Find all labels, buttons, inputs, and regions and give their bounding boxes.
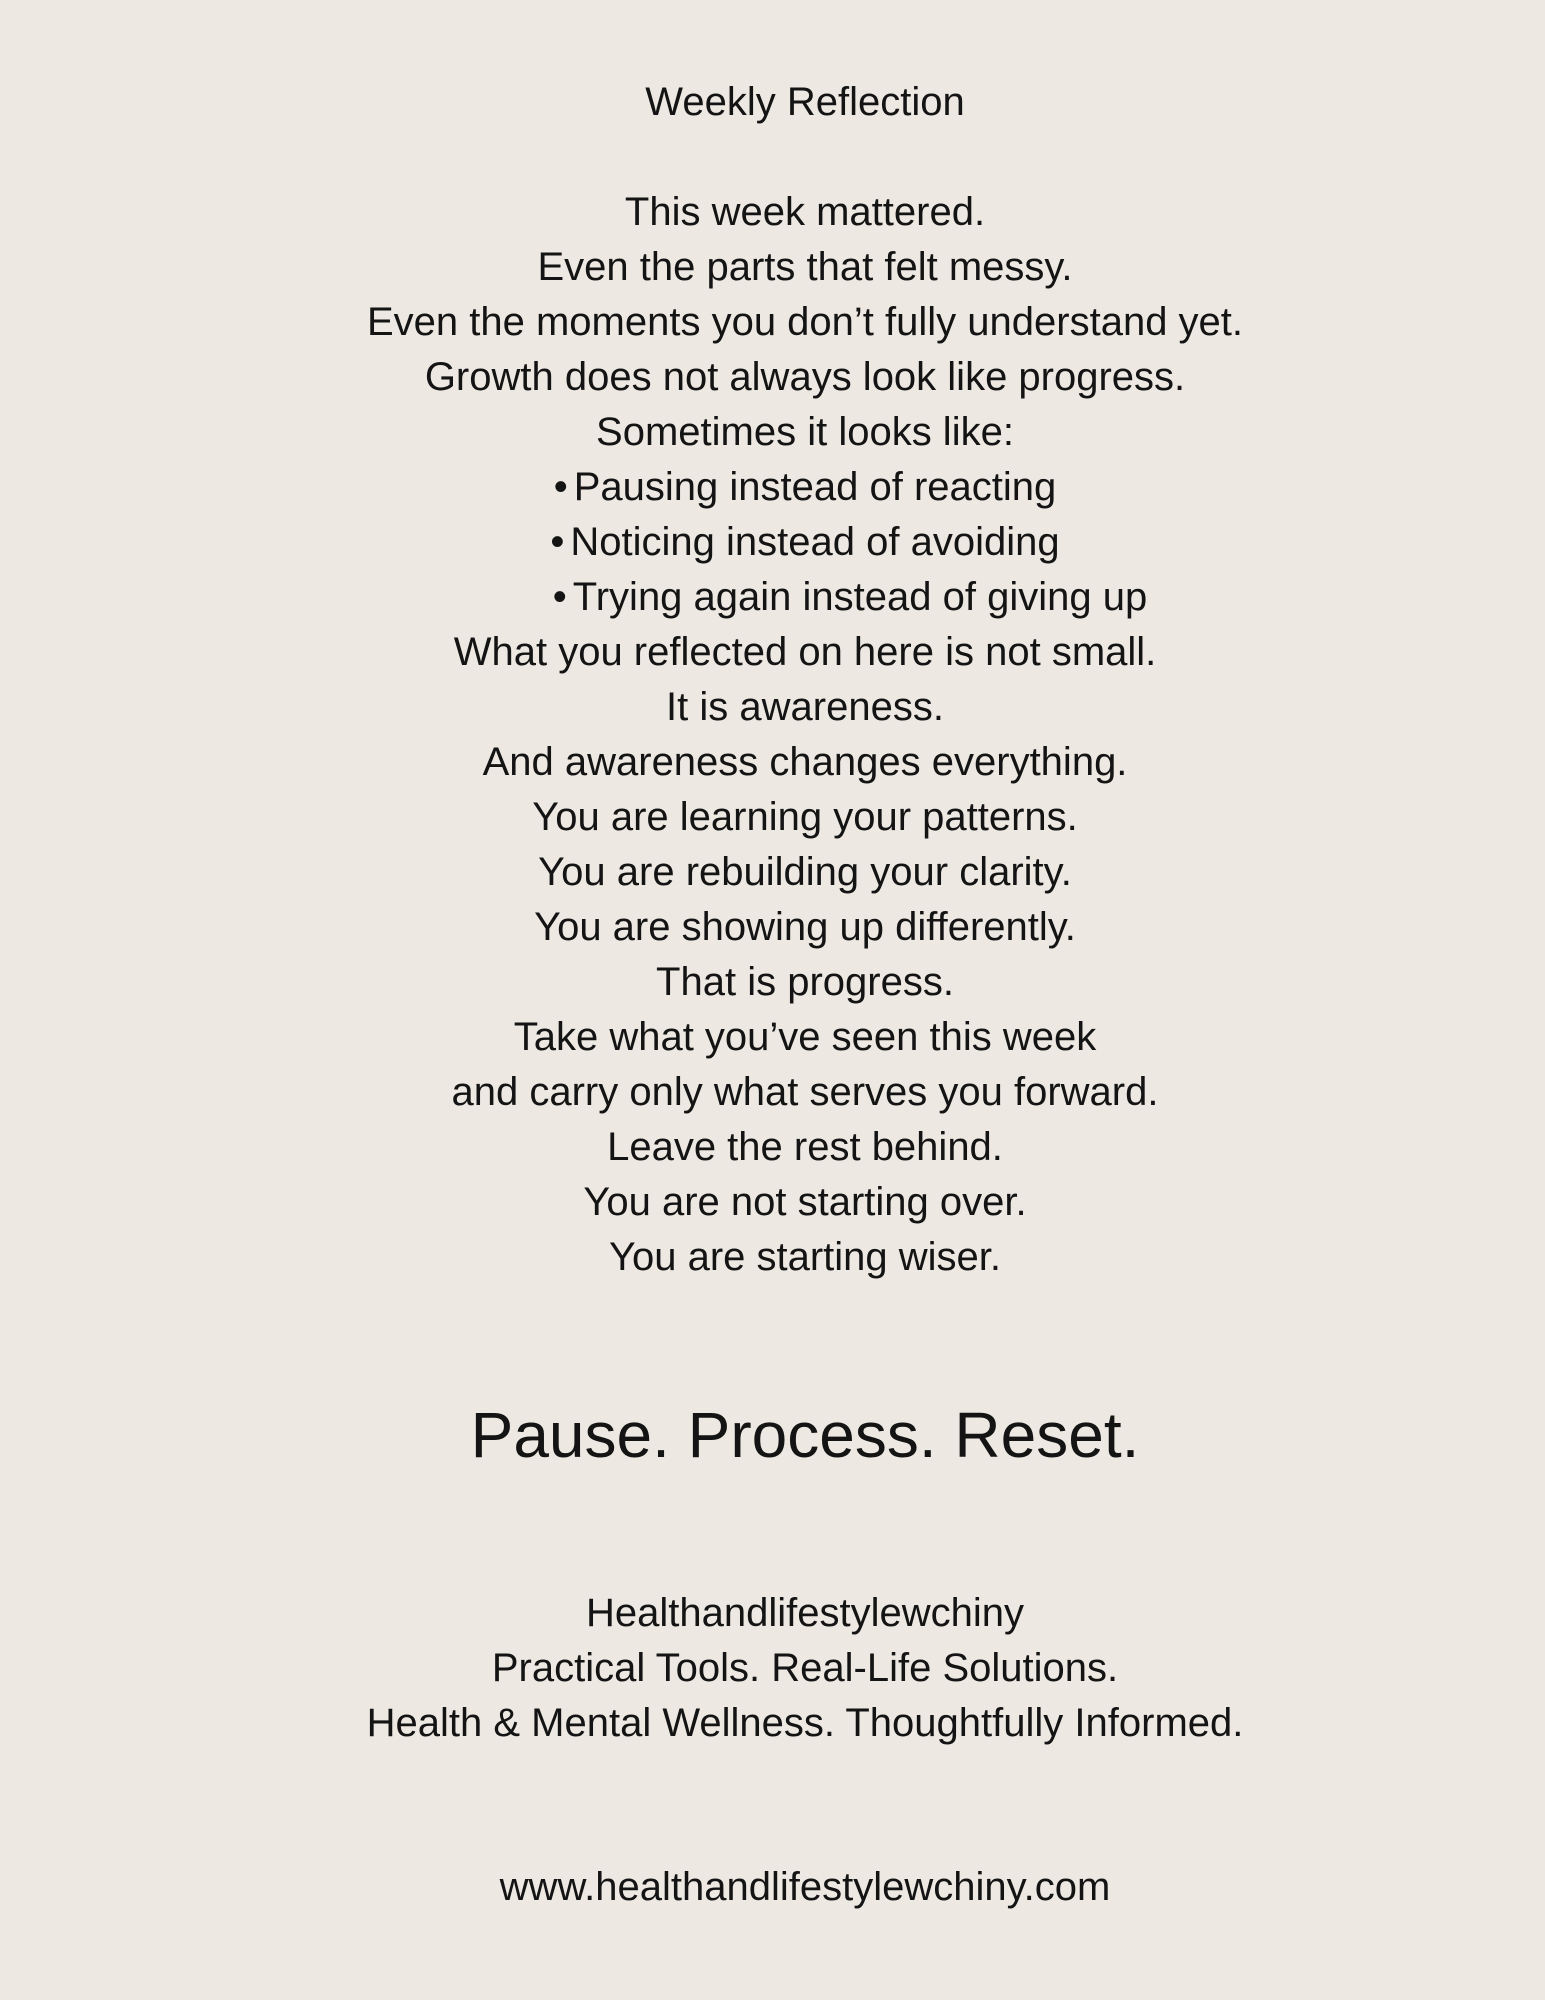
brand-slogan: Practical Tools. Real-Life Solutions. [491, 1646, 1119, 1690]
reflection-line: What you reflected on here is not small. [453, 630, 1157, 674]
bullet-icon: • [550, 520, 565, 564]
brand-descriptor: Health & Mental Wellness. Thoughtfully Informed. [366, 1701, 1244, 1745]
bullet-item [0, 570, 1545, 625]
reflection-line: Sometimes it looks like: [596, 410, 1014, 454]
bullet-text: Trying again instead of giving up [572, 575, 1148, 619]
page-title: Weekly Reflection [645, 80, 965, 124]
reflection-line: It is awareness. [666, 685, 944, 729]
bullet-icon: • [553, 465, 568, 509]
reflection-line: Even the parts that felt messy. [537, 245, 1073, 289]
reflection-line: Leave the rest behind. [607, 1125, 1003, 1169]
reflection-line: You are learning your patterns. [532, 795, 1078, 839]
reflection-line: Even the moments you don’t fully understand yet. [366, 300, 1244, 344]
reflection-line: You are not starting over. [583, 1180, 1027, 1224]
reflection-line: This week mattered. [624, 190, 986, 234]
bullet-icon: • [552, 575, 567, 619]
bullet-item [0, 515, 1545, 570]
bullet-item [0, 460, 1545, 515]
reflection-line: You are rebuilding your clarity. [538, 850, 1072, 894]
reflection-line: And awareness changes everything. [482, 740, 1128, 784]
website-url: www.healthandlifestylewchiny.com [499, 1865, 1111, 1909]
reflection-line: and carry only what serves you forward. [451, 1070, 1159, 1114]
brand-block [0, 1586, 1545, 1751]
bullet-text: Noticing instead of avoiding [570, 520, 1060, 564]
reflection-line: You are starting wiser. [608, 1235, 1002, 1279]
reflection-text [0, 185, 1545, 1285]
reflection-line: Take what you’ve seen this week [513, 1015, 1097, 1059]
bullet-text: Pausing instead of reacting [573, 465, 1057, 509]
tagline-heading: Pause. Process. Reset. [470, 1399, 1140, 1471]
brand-name: Healthandlifestylewchiny [585, 1591, 1024, 1635]
reflection-line: That is progress. [656, 960, 954, 1004]
reflection-line: Growth does not always look like progress. [424, 355, 1186, 399]
reflection-line: You are showing up differently. [534, 905, 1076, 949]
